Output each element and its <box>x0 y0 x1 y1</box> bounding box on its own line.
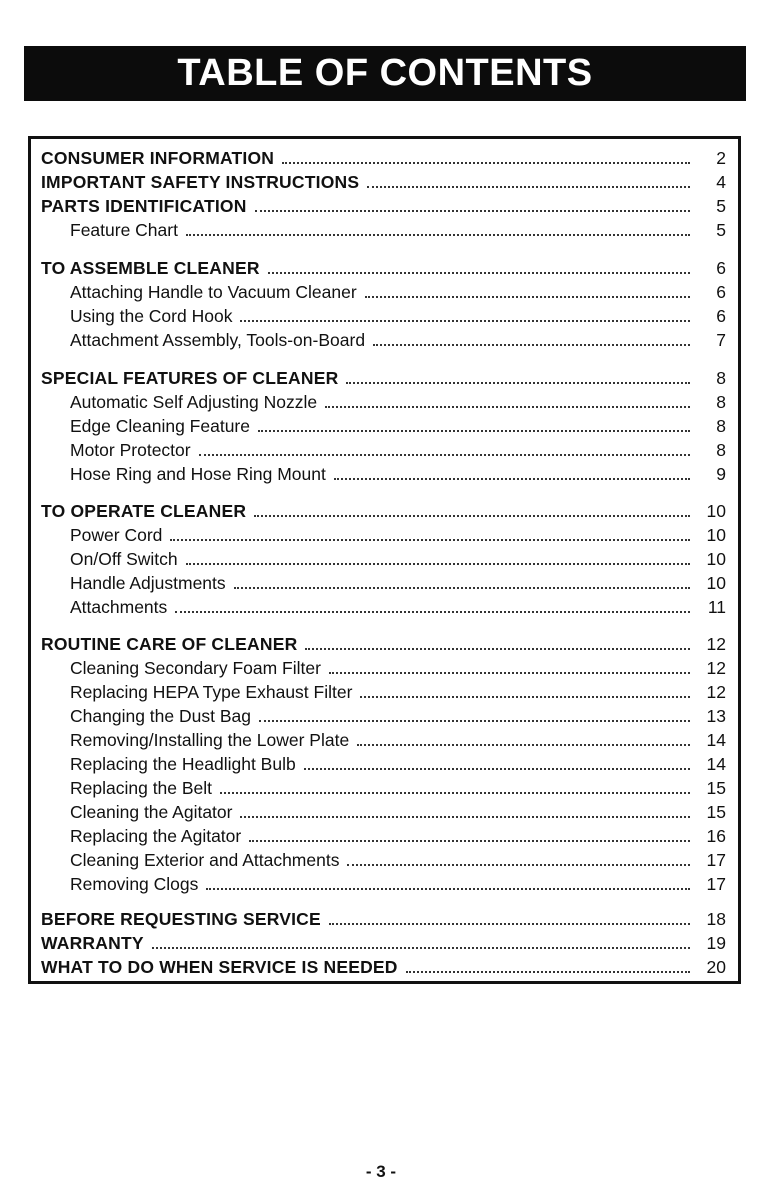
toc-section <box>41 931 726 955</box>
toc-page-number: 19 <box>706 933 726 953</box>
dot-leader <box>152 946 690 949</box>
toc-page-number: 20 <box>706 957 726 977</box>
toc-label: Power Cord <box>70 525 163 545</box>
toc-page-number: 17 <box>706 874 726 894</box>
toc-entry <box>70 304 726 328</box>
dot-leader <box>305 647 690 650</box>
toc-entry <box>70 462 726 486</box>
toc-label: Replacing the Belt <box>70 778 213 798</box>
dot-leader <box>329 671 690 674</box>
toc-page-number: 8 <box>716 392 726 412</box>
toc-label: Handle Adjustments <box>70 573 226 593</box>
toc-page-number: 5 <box>716 220 726 240</box>
toc-label: BEFORE REQUESTING SERVICE <box>41 909 321 929</box>
toc-entry <box>70 595 726 619</box>
toc-page-number: 8 <box>716 368 726 388</box>
toc-entry <box>70 872 726 896</box>
toc-page-number: 4 <box>716 172 726 192</box>
toc-label: Attachment Assembly, Tools-on-Board <box>70 330 366 350</box>
toc-entry <box>70 523 726 547</box>
toc-label: Attachments <box>70 597 168 617</box>
toc-entry <box>70 328 726 352</box>
toc-entry <box>70 390 726 414</box>
toc-label: PARTS IDENTIFICATION <box>41 196 247 216</box>
toc-page-number: 6 <box>716 306 726 326</box>
dot-leader <box>240 319 690 322</box>
dot-leader <box>268 271 690 274</box>
toc-label: WARRANTY <box>41 933 144 953</box>
toc-page-number: 6 <box>716 258 726 278</box>
dot-leader <box>346 381 690 384</box>
toc-section <box>41 194 726 218</box>
dot-leader <box>199 453 690 456</box>
dot-leader <box>347 863 690 866</box>
toc-label: Replacing the Agitator <box>70 826 242 846</box>
dot-leader <box>304 767 690 770</box>
dot-leader <box>360 695 690 698</box>
dot-leader <box>406 970 690 973</box>
toc-page-number: 11 <box>707 597 726 617</box>
toc-label: Removing/Installing the Lower Plate <box>70 730 350 750</box>
toc-section <box>41 907 726 931</box>
toc-page-number: 13 <box>706 706 726 726</box>
toc-page-number: 5 <box>716 196 726 216</box>
toc-label: Using the Cord Hook <box>70 306 233 326</box>
dot-leader <box>186 562 690 565</box>
toc-label: Motor Protector <box>70 440 191 460</box>
toc-entry <box>70 848 726 872</box>
toc-entry <box>70 656 726 680</box>
dot-leader <box>367 185 690 188</box>
toc-section <box>41 146 726 170</box>
toc-label: Cleaning Secondary Foam Filter <box>70 658 321 678</box>
toc-label: Hose Ring and Hose Ring Mount <box>70 464 326 484</box>
dot-leader <box>357 743 690 746</box>
dot-leader <box>186 233 690 236</box>
toc-label: SPECIAL FEATURES OF CLEANER <box>41 368 339 388</box>
toc-page-number: 18 <box>706 909 726 929</box>
toc-entry <box>70 218 726 242</box>
toc-entry <box>70 438 726 462</box>
toc-page-number: 15 <box>706 778 726 798</box>
toc-page-number: 10 <box>706 525 726 545</box>
toc-page-number: 8 <box>716 440 726 460</box>
dot-leader <box>258 429 690 432</box>
dot-leader <box>175 610 690 613</box>
dot-leader <box>255 209 690 212</box>
toc-page-number: 12 <box>706 682 726 702</box>
toc-entry <box>70 547 726 571</box>
toc-entry <box>70 680 726 704</box>
toc-label: Replacing HEPA Type Exhaust Filter <box>70 682 353 702</box>
page-title: TABLE OF CONTENTS <box>177 52 593 94</box>
dot-leader <box>259 719 690 722</box>
dot-leader <box>282 161 690 164</box>
toc-label: Feature Chart <box>70 220 178 240</box>
toc-label: Removing Clogs <box>70 874 199 894</box>
toc-page-number: 14 <box>706 730 726 750</box>
toc-label: ROUTINE CARE OF CLEANER <box>41 634 298 654</box>
toc-section <box>41 499 726 523</box>
toc-section <box>41 256 726 280</box>
toc-page-number: 15 <box>706 802 726 822</box>
toc-page-number: 14 <box>706 754 726 774</box>
toc-label: IMPORTANT SAFETY INSTRUCTIONS <box>41 172 360 192</box>
dot-leader <box>220 791 690 794</box>
toc-entry <box>70 776 726 800</box>
toc-page-number: 12 <box>706 658 726 678</box>
toc-entry <box>70 414 726 438</box>
toc-label: Cleaning the Agitator <box>70 802 233 822</box>
dot-leader <box>254 514 690 517</box>
toc-label: Edge Cleaning Feature <box>70 416 250 436</box>
toc-label: Changing the Dust Bag <box>70 706 251 726</box>
dot-leader <box>170 538 690 541</box>
toc-entry <box>70 728 726 752</box>
dot-leader <box>240 815 690 818</box>
page-number: - 3 - <box>365 1162 397 1181</box>
toc-label: TO ASSEMBLE CLEANER <box>41 258 260 278</box>
dot-leader <box>334 477 690 480</box>
toc-label: On/Off Switch <box>70 549 178 569</box>
dot-leader <box>325 405 690 408</box>
toc-page-number: 10 <box>706 501 726 521</box>
toc-entry <box>70 571 726 595</box>
toc-page-number: 10 <box>706 549 726 569</box>
dot-leader <box>206 887 690 890</box>
toc-page-number: 17 <box>706 850 726 870</box>
toc-entry <box>70 704 726 728</box>
toc-section <box>41 366 726 390</box>
dot-leader <box>329 922 690 925</box>
toc-label: WHAT TO DO WHEN SERVICE IS NEEDED <box>41 957 398 977</box>
toc-entry <box>70 752 726 776</box>
toc-page-number: 8 <box>716 416 726 436</box>
dot-leader <box>365 295 690 298</box>
toc-entry <box>70 824 726 848</box>
toc-section <box>41 170 726 194</box>
toc-section <box>41 955 726 979</box>
toc-entry <box>70 280 726 304</box>
dot-leader <box>234 586 690 589</box>
toc-section <box>41 632 726 656</box>
toc-label: TO OPERATE CLEANER <box>41 501 247 521</box>
toc-label: Attaching Handle to Vacuum Cleaner <box>70 282 357 302</box>
title-banner <box>24 46 746 101</box>
toc-page-number: 2 <box>716 148 726 168</box>
toc-page-number: 9 <box>716 464 726 484</box>
toc-page-number: 7 <box>716 330 726 350</box>
toc-page-number: 12 <box>706 634 726 654</box>
dot-leader <box>373 343 690 346</box>
toc-label: Cleaning Exterior and Attachments <box>70 850 340 870</box>
toc-page-number: 10 <box>706 573 726 593</box>
toc-page-number: 16 <box>706 826 726 846</box>
toc-label: Automatic Self Adjusting Nozzle <box>70 392 318 412</box>
toc-entry <box>70 800 726 824</box>
toc-label: CONSUMER INFORMATION <box>41 148 275 168</box>
table-of-contents <box>28 136 741 984</box>
toc-page-number: 6 <box>716 282 726 302</box>
dot-leader <box>249 839 690 842</box>
toc-label: Replacing the Headlight Bulb <box>70 754 296 774</box>
